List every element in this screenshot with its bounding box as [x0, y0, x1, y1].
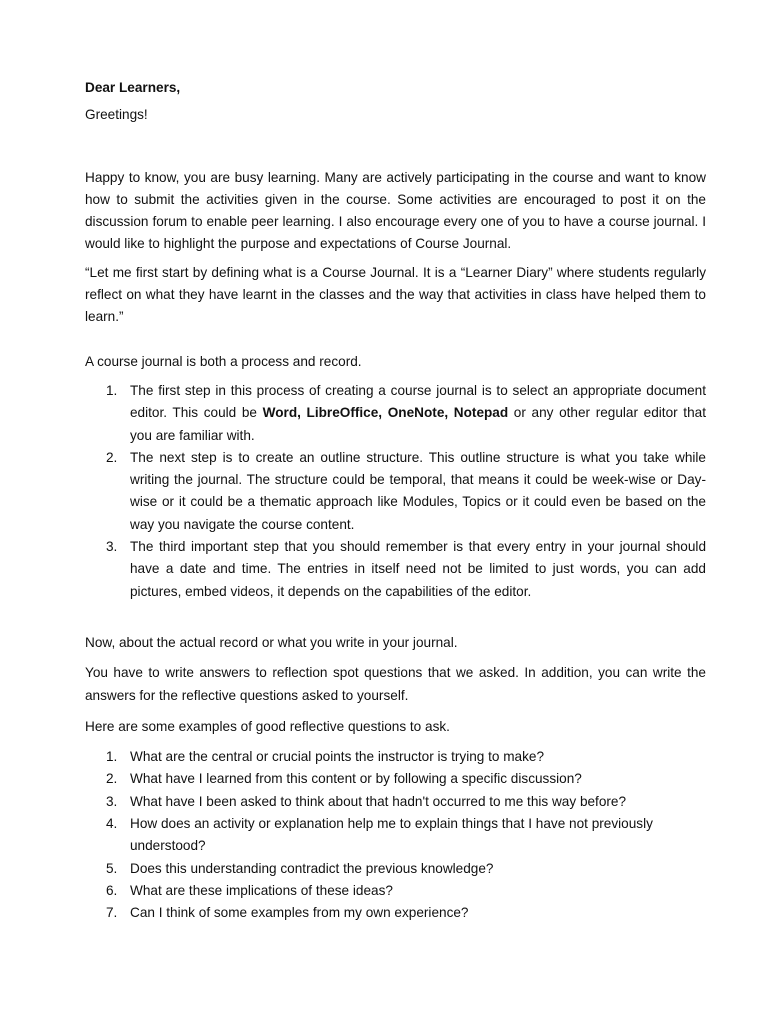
- document-page: [85, 70, 706, 925]
- questions-list: [85, 746, 706, 924]
- list-number: 2.: [106, 771, 118, 787]
- list-item: [85, 536, 706, 603]
- step-text-before: The first step in this process of creating a course journal is to select an appropriate document editor. This could be: [130, 382, 706, 421]
- list-number: 5.: [106, 860, 118, 876]
- list-item: [85, 858, 706, 880]
- step-text-after: or any other regular editor that you are familiar with.: [130, 405, 706, 443]
- step-text: The third important step that you should remember is that every entry in your journal should have a date and time. The entries in itself need not be limited to just words, you can add pictures, embed videos, it depends on the capabilities of the editor.: [130, 539, 706, 599]
- intro-paragraph: Happy to know, you are busy learning. Many are actively participating in the course and want to know how to submit the activities given in the course. Some activities are encouraged to post it on the discussion forum to enable peer learning. I also encourage every one of you to have a course journal. I would like to highlight the purpose and expectations of Course Journal.: [85, 169, 706, 252]
- question-text: What have I learned from this content or by following a specific discussion?: [130, 771, 582, 787]
- list-item: [85, 813, 706, 858]
- definition-quote: “Let me first start by defining what is a Course Journal. It is a “Learner Diary” where students regularly reflect on what they have learnt in the classes and the way that activities in class have helped them to learn.”: [85, 264, 706, 325]
- steps-list: [85, 380, 706, 603]
- editor-name: OneNote,: [387, 405, 449, 421]
- list-number: 2.: [106, 449, 118, 465]
- list-item: [85, 791, 706, 813]
- question-text: How does an activity or explanation help me to explain things that I have not previously understood?: [130, 816, 653, 854]
- list-number: 1.: [106, 749, 118, 765]
- list-item: [85, 768, 706, 790]
- question-text: What are these implications of these ideas?: [130, 882, 393, 898]
- list-number: 4.: [106, 816, 118, 832]
- list-number: 1.: [106, 382, 118, 398]
- list-number: 3.: [106, 539, 118, 555]
- process-intro: A course journal is both a process and record.: [85, 353, 362, 369]
- editor-name: Notepad: [453, 405, 509, 421]
- salutation: Dear Learners,: [85, 80, 181, 95]
- list-item: [85, 447, 706, 536]
- list-number: 6.: [106, 882, 118, 898]
- question-text: Can I think of some examples from my own experience?: [130, 905, 469, 921]
- list-item: [85, 380, 706, 447]
- list-number: 3.: [106, 793, 118, 809]
- editor-name: Word,: [262, 405, 301, 421]
- list-item: [85, 746, 706, 768]
- record-intro: Now, about the actual record or what you write in your journal.: [85, 634, 458, 650]
- question-text: What have I been asked to think about that hadn't occurred to me this way before?: [130, 793, 627, 809]
- examples-intro: Here are some examples of good reflective questions to ask.: [85, 718, 450, 734]
- answers-paragraph: You have to write answers to reflection spot questions that we asked. In addition, you can write the answers for the reflective questions asked to yourself.: [85, 665, 706, 703]
- list-number: 7.: [106, 905, 118, 921]
- greeting: Greetings!: [85, 107, 148, 123]
- editor-name: LibreOffice,: [306, 405, 383, 421]
- list-item: [85, 902, 706, 924]
- question-text: Does this understanding contradict the previous knowledge?: [130, 860, 494, 876]
- list-item: [85, 880, 706, 902]
- question-text: What are the central or crucial points the instructor is trying to make?: [130, 749, 545, 765]
- step-text: The next step is to create an outline structure. This outline structure is what you take while writing the journal. The structure could be temporal, that means it could be week-wise or Day-wise or it could be a thematic approach like Modules, Topics or it could even be based on the way you navigate the course content.: [130, 449, 706, 532]
